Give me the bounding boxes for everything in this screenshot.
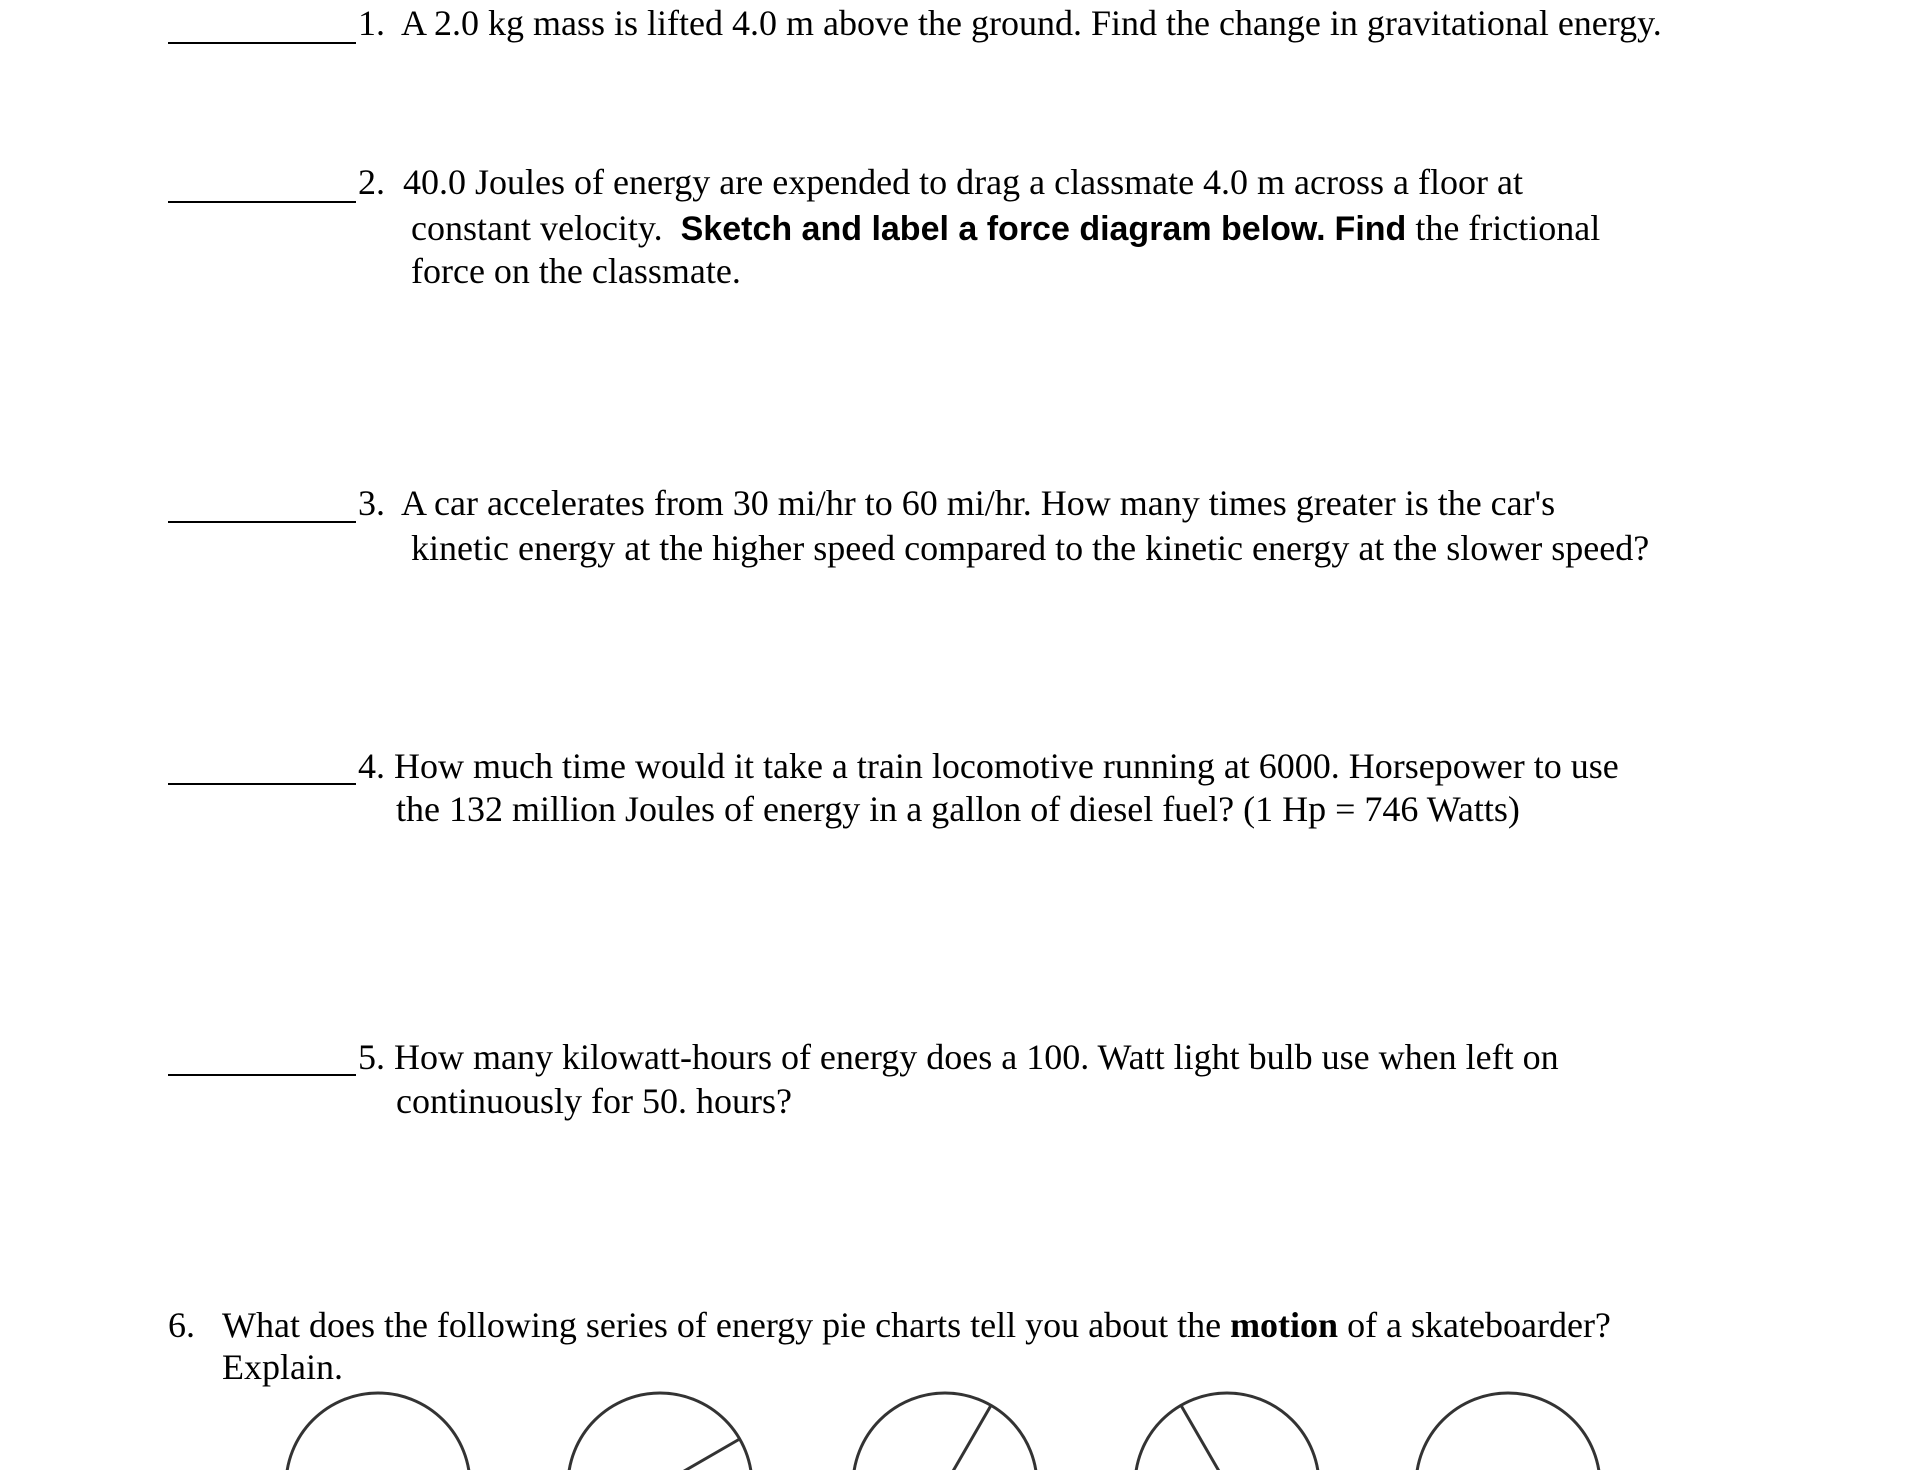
answer-blank-4[interactable] xyxy=(168,783,356,785)
pie-chart-4 xyxy=(1135,1393,1319,1470)
question-text-6-line-2: Explain. xyxy=(222,1347,343,1387)
answer-blank-3[interactable] xyxy=(168,521,356,523)
pie-divider-2 xyxy=(660,1439,740,1470)
question-5 xyxy=(358,1036,1559,1078)
energy-pie-charts xyxy=(0,1390,1920,1470)
question-2 xyxy=(358,161,1523,203)
question-2-line-3 xyxy=(411,250,741,292)
question-text-3-line-2: kinetic energy at the higher speed compared to the kinetic energy at the slower speed? xyxy=(411,528,1650,568)
question-4-line-2 xyxy=(396,788,1520,830)
question-text-1: A 2.0 kg mass is lifted 4.0 m above the ground. Find the change in gravitational energy. xyxy=(401,3,1662,43)
question-6 xyxy=(222,1304,1611,1346)
question-text-3-line-1: A car accelerates from 30 mi/hr to 60 mi/hr. How many times greater is the car's xyxy=(401,483,1556,523)
question-2-bold-find: Find xyxy=(1334,210,1407,248)
answer-blank-2[interactable] xyxy=(168,201,356,203)
question-number-4: 4. xyxy=(358,746,385,786)
question-1 xyxy=(358,2,1662,44)
pie-divider-4 xyxy=(1181,1405,1227,1470)
pie-chart-5 xyxy=(1416,1393,1600,1470)
question-number-1: 1. xyxy=(358,3,385,43)
question-text-2-line-2-pre: constant velocity. xyxy=(411,208,663,248)
question-2-bold-instruction: Sketch and label a force diagram below. xyxy=(680,210,1326,248)
question-text-6-post: of a skateboarder? xyxy=(1347,1305,1611,1345)
question-6-bold-motion: motion xyxy=(1230,1305,1339,1345)
question-number-6: 6. xyxy=(168,1305,195,1345)
answer-blank-5[interactable] xyxy=(168,1074,356,1076)
pie-chart-3 xyxy=(853,1393,1037,1470)
answer-blank-1[interactable] xyxy=(168,42,356,44)
question-text-4-line-2: the 132 million Joules of energy in a gallon of diesel fuel? (1 Hp = 746 Watts) xyxy=(396,789,1520,829)
pie-chart-2 xyxy=(568,1393,752,1470)
question-3-line-2 xyxy=(411,527,1649,569)
question-2-line-2 xyxy=(411,207,1600,250)
question-4 xyxy=(358,745,1619,787)
question-text-5-line-1: How many kilowatt-hours of energy does a 100. Watt light bulb use when left on xyxy=(394,1037,1559,1077)
question-5-line-2 xyxy=(396,1080,792,1122)
question-number-2: 2. xyxy=(358,162,385,202)
pie-divider-3 xyxy=(945,1405,991,1470)
question-text-4-line-1: How much time would it take a train locomotive running at 6000. Horsepower to use xyxy=(394,746,1619,786)
question-text-2-line-1: 40.0 Joules of energy are expended to drag a classmate 4.0 m across a floor at xyxy=(403,162,1523,202)
question-text-2-line-2-post: the frictional xyxy=(1415,208,1601,248)
question-text-2-line-3: force on the classmate. xyxy=(411,251,741,291)
question-text-6-pre: What does the following series of energy pie charts tell you about the xyxy=(222,1305,1222,1345)
question-number-5: 5. xyxy=(358,1037,385,1077)
question-text-5-line-2: continuously for 50. hours? xyxy=(396,1081,792,1121)
pie-chart-1 xyxy=(286,1393,470,1470)
question-number-3: 3. xyxy=(358,483,385,523)
question-6-line-2 xyxy=(222,1346,343,1388)
question-6-number xyxy=(168,1304,195,1346)
question-3 xyxy=(358,482,1555,524)
